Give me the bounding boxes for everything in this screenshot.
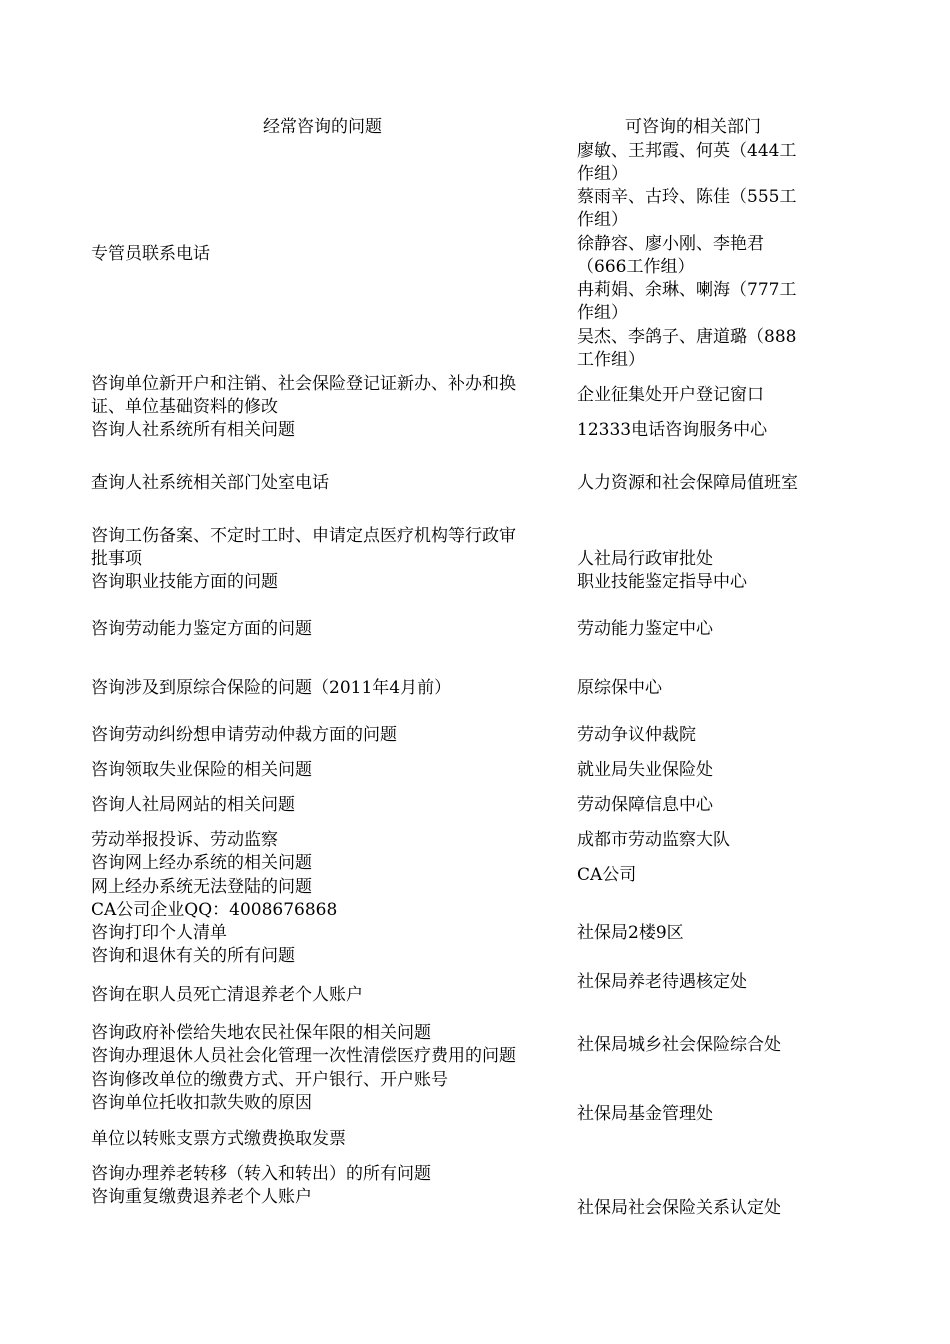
department-text: 作组） [577, 303, 628, 323]
department-text: 企业征集处开户登记窗口 [577, 385, 764, 405]
department-text: （666工作组） [577, 257, 695, 277]
question-text: 咨询领取失业保险的相关问题 [91, 760, 312, 780]
question-text: 咨询人社局网站的相关问题 [91, 795, 295, 815]
department-text: 成都市劳动监察大队 [577, 830, 730, 850]
question-text: 咨询工伤备案、不定时工时、申请定点医疗机构等行政审 [91, 526, 516, 546]
department-text: 原综保中心 [577, 678, 662, 698]
department-text: 蔡雨辛、古玲、陈佳（555工 [577, 187, 797, 207]
question-text: 咨询职业技能方面的问题 [91, 572, 278, 592]
question-text: 咨询办理退休人员社会化管理一次性清偿医疗费用的问题 [91, 1046, 516, 1066]
department-text: 劳动能力鉴定中心 [577, 619, 713, 639]
department-text: 职业技能鉴定指导中心 [577, 572, 747, 592]
question-text: 咨询在职人员死亡清退养老个人账户 [91, 985, 363, 1005]
department-text: 作组） [577, 210, 628, 230]
question-text: 咨询重复缴费退养老个人账户 [91, 1187, 312, 1207]
question-text: CA公司企业QQ：4008676868 [91, 900, 338, 920]
question-text: 咨询单位托收扣款失败的原因 [91, 1093, 312, 1113]
department-text: 就业局失业保险处 [577, 760, 713, 780]
question-text: 劳动举报投诉、劳动监察 [91, 830, 278, 850]
department-text: CA公司 [577, 865, 637, 885]
department-text: 社保局养老待遇核定处 [577, 972, 747, 992]
question-text: 咨询网上经办系统的相关问题 [91, 853, 312, 873]
department-text: 作组） [577, 164, 628, 184]
department-text: 吴杰、李鸽子、唐道璐（888 [577, 327, 797, 347]
question-text: 批事项 [91, 549, 142, 569]
department-text: 社保局基金管理处 [577, 1104, 713, 1124]
question-text: 咨询和退休有关的所有问题 [91, 946, 295, 966]
department-text: 徐静容、廖小刚、李艳君 [577, 234, 764, 254]
question-column-header: 经常咨询的问题 [263, 117, 382, 137]
question-text: 单位以转账支票方式缴费换取发票 [91, 1129, 346, 1149]
question-text: 专管员联系电话 [91, 244, 210, 264]
department-text: 社保局2楼9区 [577, 923, 684, 943]
question-text: 咨询涉及到原综合保险的问题（2011年4月前） [91, 678, 452, 698]
department-text: 人力资源和社会保障局值班室 [577, 473, 798, 493]
question-text: 咨询修改单位的缴费方式、开户银行、开户账号 [91, 1070, 448, 1090]
department-text: 社保局社会保险关系认定处 [577, 1198, 781, 1218]
question-text: 咨询办理养老转移（转入和转出）的所有问题 [91, 1164, 431, 1184]
question-text: 证、单位基础资料的修改 [91, 397, 278, 417]
question-text: 咨询打印个人清单 [91, 923, 227, 943]
department-text: 社保局城乡社会保险综合处 [577, 1035, 781, 1055]
question-text: 咨询人社系统所有相关问题 [91, 420, 295, 440]
department-text: 劳动保障信息中心 [577, 795, 713, 815]
question-text: 咨询劳动能力鉴定方面的问题 [91, 619, 312, 639]
department-text: 劳动争议仲裁院 [577, 725, 696, 745]
question-text: 咨询政府补偿给失地农民社保年限的相关问题 [91, 1023, 431, 1043]
question-text: 咨询单位新开户和注销、社会保险登记证新办、补办和换 [91, 374, 516, 394]
department-text: 工作组） [577, 350, 645, 370]
department-text: 廖敏、王邦霞、何英（444工 [577, 141, 797, 161]
department-text: 人社局行政审批处 [577, 549, 713, 569]
question-text: 咨询劳动纠纷想申请劳动仲裁方面的问题 [91, 725, 397, 745]
question-text: 网上经办系统无法登陆的问题 [91, 877, 312, 897]
department-text: 12333电话咨询服务中心 [577, 420, 768, 440]
department-column-header: 可咨询的相关部门 [625, 117, 761, 137]
question-text: 查询人社系统相关部门处室电话 [91, 473, 329, 493]
department-text: 冉莉娟、余琳、喇海（777工 [577, 280, 797, 300]
